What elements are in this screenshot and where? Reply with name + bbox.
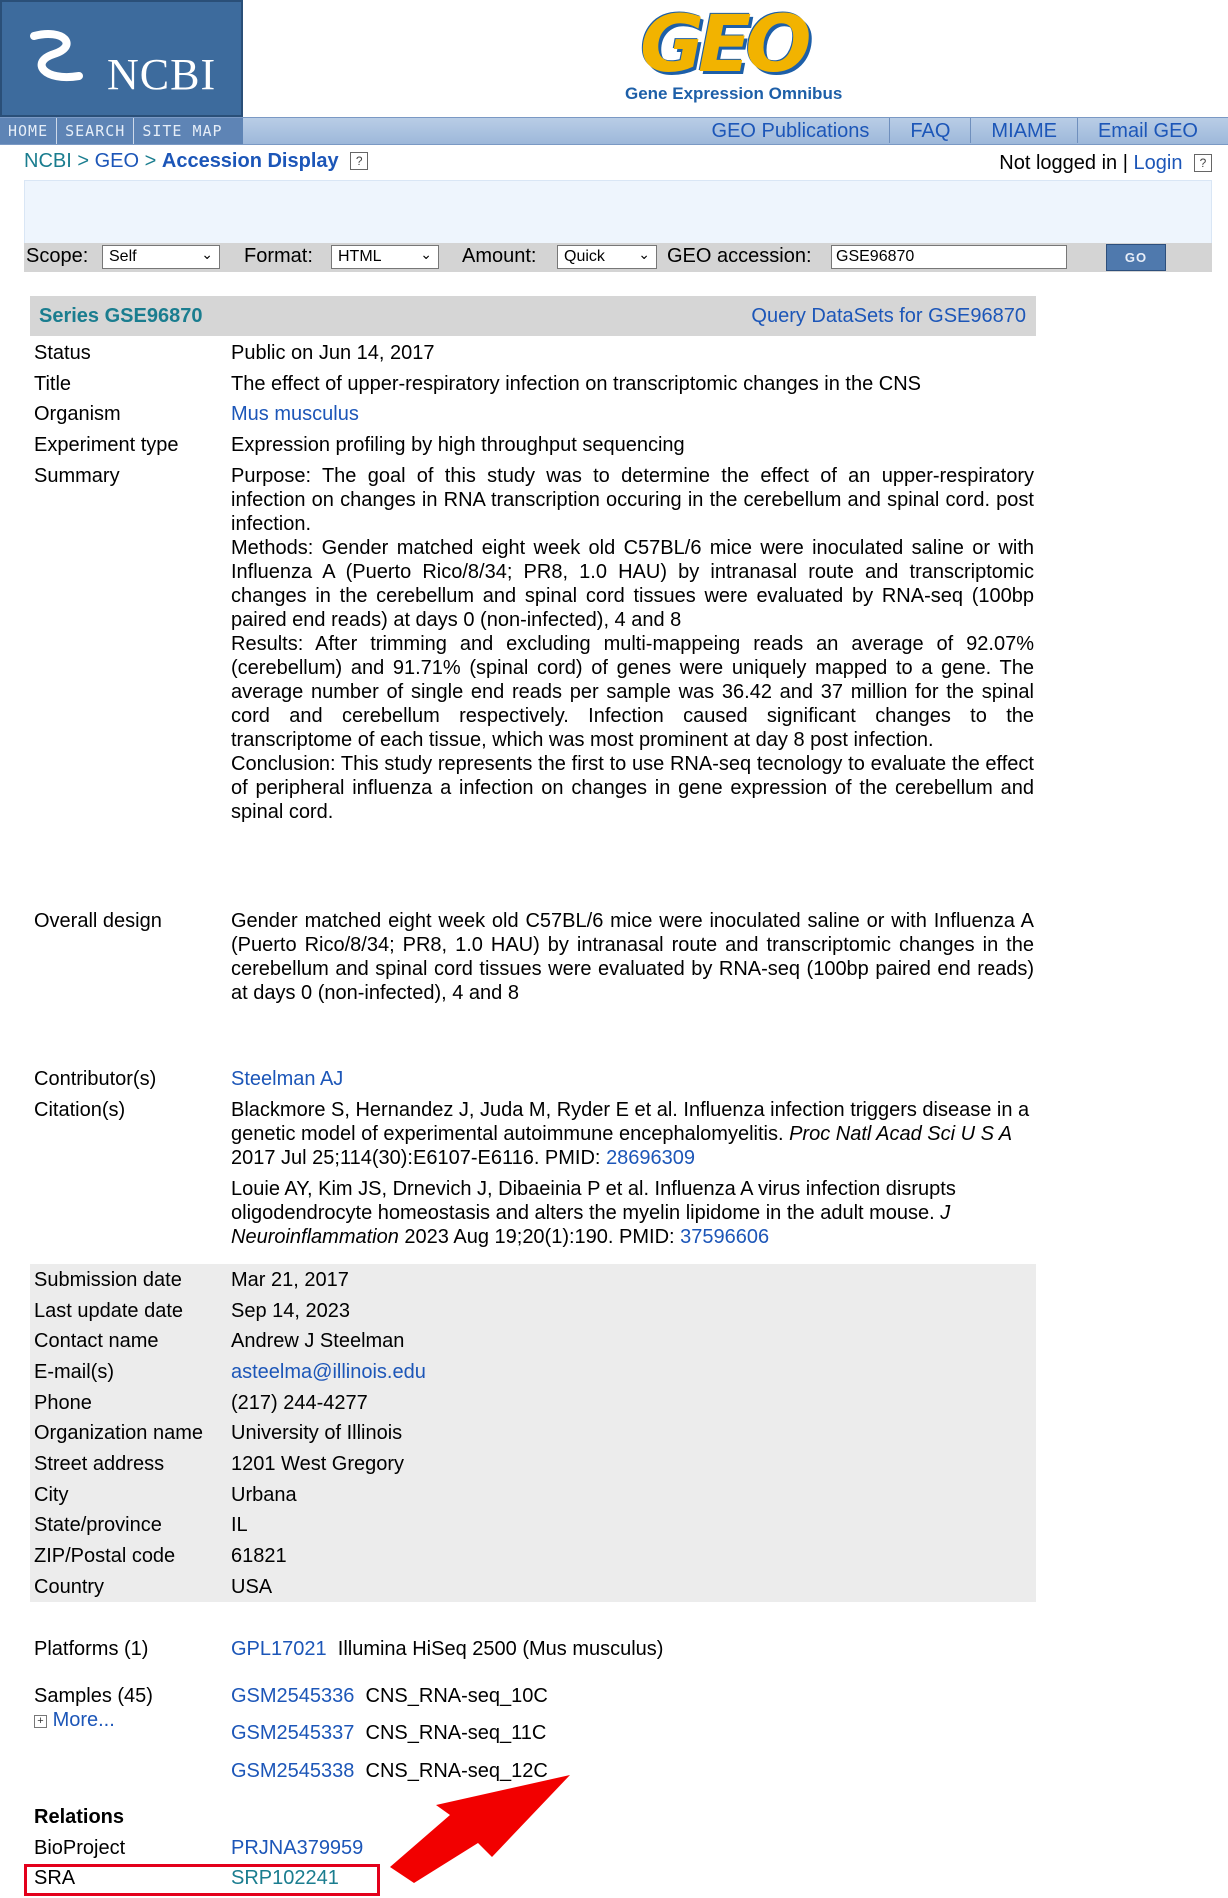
amount-label: Amount: xyxy=(462,245,537,267)
scope-select[interactable] xyxy=(102,245,220,269)
status-label: Status xyxy=(34,342,91,364)
contact-label: State/province xyxy=(34,1514,162,1536)
ncbi-logo-text: NCBI xyxy=(107,50,217,99)
citation-2 xyxy=(231,1177,1031,1249)
dna-helix-icon xyxy=(24,28,94,90)
sample-name: CNS_RNA-seq_11C xyxy=(365,1722,547,1744)
amount-select[interactable] xyxy=(557,245,657,269)
sample-link[interactable]: GSM2545336 xyxy=(231,1685,355,1707)
platforms-label: Platforms (1) xyxy=(34,1638,149,1660)
overall-design-value: Gender matched eight week old C57BL/6 mice were inoculated saline or with Influenza A (Puerto Rico/8/34; PR8, 1.0 HAU) by intranasal route and transcriptomic changes in the cerebellum and spinal cord tissues were evaluated by RNA-seq (100bp paired end reads) at days 0 (non-infected), 4 and 8 xyxy=(231,910,1034,1004)
summary-label: Summary xyxy=(34,465,120,487)
ncbi-nav xyxy=(0,118,243,144)
sample-row xyxy=(231,1684,1034,1708)
series-header xyxy=(30,296,1036,336)
contact-label: Last update date xyxy=(34,1300,184,1322)
sra-label: SRA xyxy=(34,1867,76,1889)
samples-label: Samples (45) xyxy=(34,1685,153,1707)
citation-1 xyxy=(231,1098,1031,1170)
geo-logo-subtitle: Gene Expression Omnibus xyxy=(625,84,843,103)
sample-name: CNS_RNA-seq_10C xyxy=(365,1685,548,1707)
go-button[interactable]: GO xyxy=(1106,244,1166,271)
contact-value: IL xyxy=(231,1514,248,1536)
amount-value: Quick xyxy=(564,248,605,265)
format-label: Format: xyxy=(244,245,313,267)
experiment-type-label: Experiment type xyxy=(34,434,179,456)
expand-plus-icon: + xyxy=(34,1715,47,1728)
format-select[interactable] xyxy=(331,245,439,269)
samples-more[interactable] xyxy=(34,1708,115,1732)
contributor-link[interactable]: Steelman AJ xyxy=(231,1068,344,1090)
contact-label: Street address xyxy=(34,1453,165,1475)
nav-email-geo[interactable]: Email GEO xyxy=(1077,118,1218,143)
geo-logo-text: GEO xyxy=(640,0,806,90)
chevron-down-icon: ⌄ xyxy=(638,246,650,262)
summary-text xyxy=(231,464,1034,824)
geo-nav xyxy=(692,118,1218,143)
contact-value: Mar 21, 2017 xyxy=(231,1269,349,1291)
chevron-down-icon: ⌄ xyxy=(201,246,213,262)
breadcrumb-current: Accession Display xyxy=(161,150,339,172)
contact-label: Submission date xyxy=(34,1269,182,1291)
nav-search[interactable]: SEARCH xyxy=(57,118,134,144)
top-navbar xyxy=(0,117,1228,145)
help-icon[interactable]: ? xyxy=(350,152,368,170)
citation-details: 2017 Jul 25;114(30):E6107-E6116. PMID: xyxy=(231,1147,601,1169)
nav-geo-publications[interactable]: GEO Publications xyxy=(711,120,870,142)
citation-authors: Louie AY, Kim JS, Drnevich J, Dibaeinia P et al. Influenza A virus infection disrupts oligodendrocyte homeostasis and alters the myelin lipidome in the adult mouse. xyxy=(231,1178,956,1224)
contact-value: Sep 14, 2023 xyxy=(231,1300,350,1322)
more-samples-link[interactable]: More... xyxy=(52,1709,115,1731)
sample-row xyxy=(231,1759,1034,1783)
title-value: The effect of upper-respiratory infection on transcriptomic changes in the CNS xyxy=(231,373,921,395)
sra-link[interactable]: SRP102241 xyxy=(231,1867,339,1889)
breadcrumb-ncbi[interactable]: NCBI xyxy=(24,150,72,172)
scope-value: Self xyxy=(109,248,137,265)
nav-site-map[interactable]: SITE MAP xyxy=(142,122,223,140)
status-value: Public on Jun 14, 2017 xyxy=(231,342,435,364)
login-status: Not logged in xyxy=(999,152,1118,174)
contact-value: Andrew J Steelman xyxy=(231,1330,405,1352)
overall-design-label: Overall design xyxy=(34,910,162,932)
breadcrumb xyxy=(24,150,368,173)
chevron-down-icon: ⌄ xyxy=(420,246,432,262)
login-area xyxy=(999,152,1212,175)
scope-label: Scope: xyxy=(26,245,89,267)
platform-link[interactable]: GPL17021 xyxy=(231,1638,327,1660)
contact-label: Phone xyxy=(34,1392,92,1414)
contact-label: Contact name xyxy=(34,1330,159,1352)
info-banner xyxy=(24,180,1212,244)
sample-link[interactable]: GSM2545337 xyxy=(231,1722,355,1744)
help-icon[interactable]: ? xyxy=(1194,154,1212,172)
nav-miame[interactable]: MIAME xyxy=(970,118,1077,143)
contact-value: 61821 xyxy=(231,1545,287,1567)
platform-name: Illumina HiSeq 2500 (Mus musculus) xyxy=(337,1638,664,1660)
geo-logo[interactable] xyxy=(620,0,860,110)
email-link[interactable]: asteelma@illinois.edu xyxy=(231,1361,426,1383)
citation-authors: Blackmore S, Hernandez J, Juda M, Ryder E et al. Influenza infection triggers disease in a genetic model of experimental autoimmune encephalomyelitis. xyxy=(231,1099,1030,1145)
citation-journal: J Neuroinflammation xyxy=(231,1202,951,1248)
sample-link[interactable]: GSM2545338 xyxy=(231,1760,355,1782)
pmid-link[interactable]: 28696309 xyxy=(606,1147,696,1169)
relations-heading: Relations xyxy=(34,1806,125,1828)
contact-label: City xyxy=(34,1484,69,1506)
breadcrumb-sep: > xyxy=(77,150,90,172)
accession-label: GEO accession: xyxy=(667,245,812,267)
contact-label: E-mail(s) xyxy=(34,1361,114,1383)
series-title: Series GSE96870 xyxy=(39,305,203,327)
login-link[interactable]: Login xyxy=(1133,152,1183,174)
citation-details: 2023 Aug 19;20(1):190. PMID: xyxy=(404,1226,675,1248)
summary-methods: Methods: Gender matched eight week old C57BL/6 mice were inoculated saline or with Influenza A (Puerto Rico/8/34; PR8, 1.0 HAU) by intranasal route and transcriptomic changes in the cerebellum and spinal cord tissues were evaluated by RNA-seq (100bp paired end reads) at days 0 (non-infected), 4 and 8 xyxy=(231,537,1034,631)
contact-value: USA xyxy=(231,1576,273,1598)
query-datasets-link[interactable]: Query DataSets for GSE96870 xyxy=(751,305,1026,327)
format-value: HTML xyxy=(338,248,382,265)
login-sep: | xyxy=(1122,152,1128,174)
sample-name: CNS_RNA-seq_12C xyxy=(365,1760,548,1782)
organism-label: Organism xyxy=(34,403,121,425)
bioproject-link[interactable]: PRJNA379959 xyxy=(231,1837,364,1859)
ncbi-logo[interactable] xyxy=(0,0,243,117)
contact-label: Country xyxy=(34,1576,105,1598)
highlight-box xyxy=(24,1864,380,1896)
nav-faq[interactable]: FAQ xyxy=(889,118,970,143)
bioproject-label: BioProject xyxy=(34,1837,126,1859)
citation-journal: Proc Natl Acad Sci U S A xyxy=(789,1123,1013,1145)
title-label: Title xyxy=(34,373,72,395)
search-bar xyxy=(24,243,1212,272)
accession-input[interactable]: GSE96870 xyxy=(831,245,1067,269)
red-arrow-icon xyxy=(380,1775,580,1885)
contact-value: University of Illinois xyxy=(231,1422,403,1444)
platform-entry xyxy=(231,1637,1034,1661)
nav-home[interactable]: HOME xyxy=(0,118,57,144)
breadcrumb-geo[interactable]: GEO xyxy=(94,150,140,172)
summary-purpose: Purpose: The goal of this study was to determine the effect of an upper-respiratory infection on changes in RNA transcription occuring in the cerebellum and spinal cord. post infection. xyxy=(231,465,1034,535)
contact-value: Urbana xyxy=(231,1484,297,1506)
citations-label: Citation(s) xyxy=(34,1099,126,1121)
contributors-label: Contributor(s) xyxy=(34,1068,157,1090)
organism-link[interactable]: Mus musculus xyxy=(231,403,359,425)
summary-conclusion: Conclusion: This study represents the first to use RNA-seq tecnology to evaluate the effect of peripheral influenza a infection on changes in gene expression of the cerebellum and spinal cord. xyxy=(231,753,1034,823)
summary-results: Results: After trimming and excluding multi-mappeing reads an average of 92.07% (cerebellum) and 91.71% (spinal cord) of genes were uniquely mapped to a gene. The average number of single end reads per sample was 36.42 and 37 million for the spinal cord and cerebellum respectively. Infection caused significant changes to the transcriptome of each tissue, which was most prominent at day 8 post infection. xyxy=(231,633,1034,751)
contact-value: (217) 244-4277 xyxy=(231,1392,368,1414)
pmid-link[interactable]: 37596606 xyxy=(680,1226,770,1248)
contact-label: Organization name xyxy=(34,1422,203,1444)
breadcrumb-sep: > xyxy=(144,150,157,172)
experiment-type-value: Expression profiling by high throughput sequencing xyxy=(231,434,685,456)
contact-label: ZIP/Postal code xyxy=(34,1545,176,1567)
sample-row xyxy=(231,1721,1034,1745)
contact-value: 1201 West Gregory xyxy=(231,1453,405,1475)
